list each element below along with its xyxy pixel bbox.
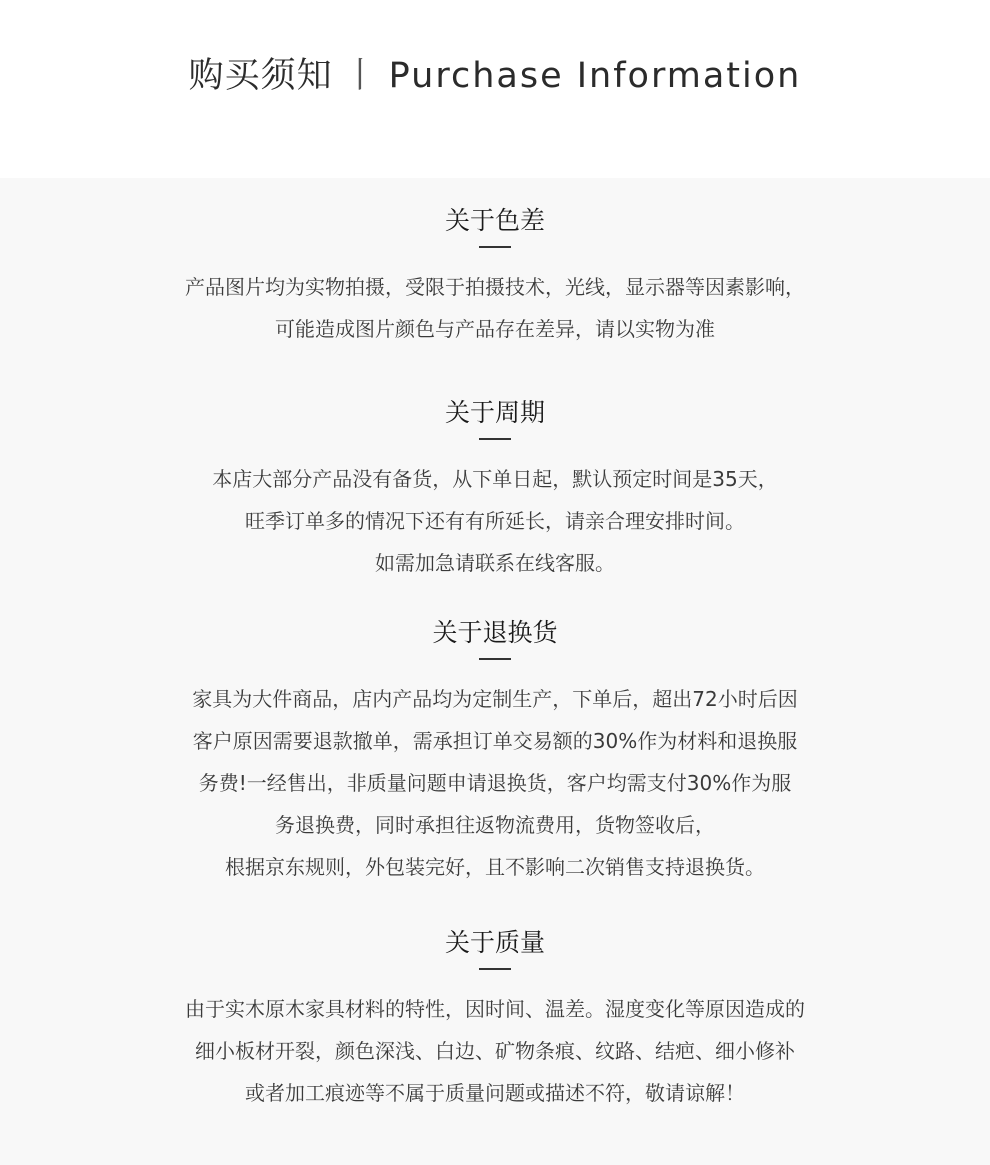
page-title [0,52,990,100]
section-line: 如需加急请联系在线客服。 [375,551,615,575]
section-line: 产品图片均为实物拍摄，受限于拍摄技术，光线，显示器等因素影响， [185,275,805,299]
section-heading: 关于色差 [444,206,545,235]
section-quality [0,926,990,1114]
section-heading: 关于退换货 [432,618,558,647]
page-title-en: Purchase Information [388,56,802,96]
heading-divider [479,968,511,970]
section-line: 务费!一经售出，非质量问题申请退换货，客户均需支付30%作为服 [198,771,792,795]
section-line: 客户原因需要退款撤单，需承担订单交易额的30%作为材料和退换服 [192,729,798,753]
section-line: 可能造成图片颜色与产品存在差异，请以实物为准 [275,317,715,341]
section-line: 由于实木原木家具材料的特性，因时间、温差。湿度变化等原因造成的 [185,997,805,1021]
section-body [0,988,990,1114]
section-line: 细小板材开裂，颜色深浅、白边、矿物条痕、纹路、结疤、细小修补 [195,1039,795,1063]
section-body [0,266,990,350]
heading-divider [479,246,511,248]
section-returns [0,616,990,888]
section-line: 家具为大件商品，店内产品均为定制生产，下单后，超出72小时后因 [192,687,798,711]
section-line: 旺季订单多的情况下还有有所延长，请亲合理安排时间。 [245,509,745,533]
page-header [0,0,990,178]
section-body [0,458,990,584]
section-heading: 关于质量 [444,928,545,957]
page-title-cn: 购买须知 [188,56,333,96]
section-line: 或者加工痕迹等不属于质量问题或描述不符，敬请谅解！ [245,1081,745,1105]
section-line: 根据京东规则，外包装完好，且不影响二次销售支持退换货。 [225,855,765,879]
content-panel [0,178,990,1165]
title-separator: 丨 [342,56,379,96]
section-line: 务退换费，同时承担往返物流费用，货物签收后， [275,813,715,837]
heading-divider [479,658,511,660]
section-heading: 关于周期 [444,398,545,427]
section-delivery-period [0,396,990,584]
section-line: 本店大部分产品没有备货，从下单日起，默认预定时间是35天， [212,467,778,491]
heading-divider [479,438,511,440]
section-color-difference [0,204,990,350]
section-body [0,678,990,888]
